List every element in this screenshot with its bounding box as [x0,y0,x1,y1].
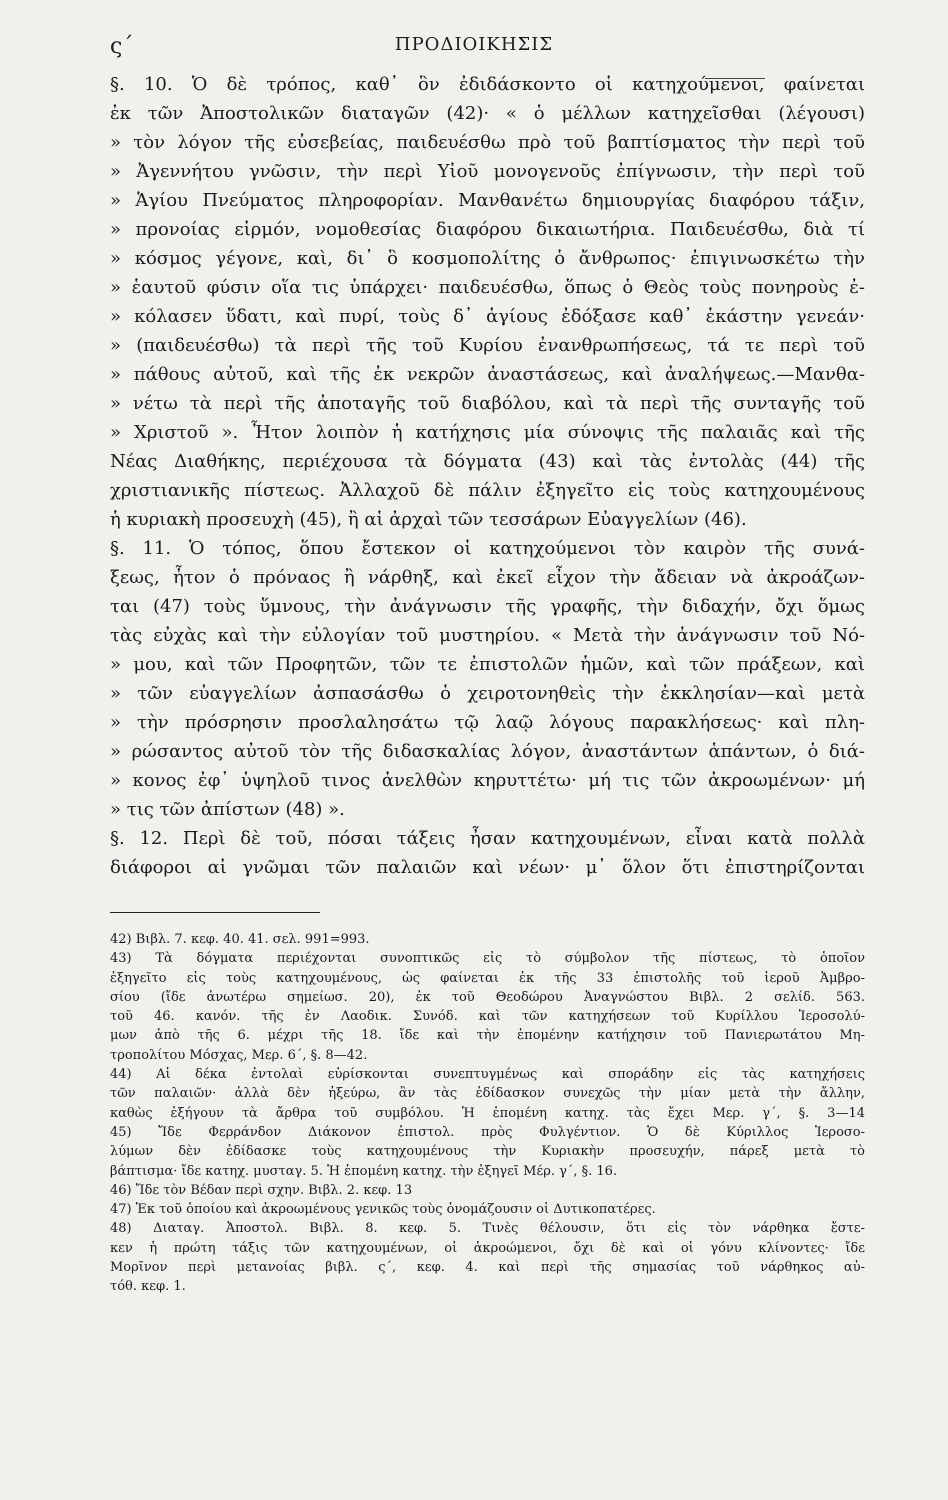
footnote-line: 42) Βιβλ. 7. κεφ. 40. 41. σελ. 991=993. [110,932,370,947]
text-line: ται (47) τοὺς ὕμνους, τὴν ἀνάγνωσιν τῆς γραφῆς, τὴν διδαχήν, ὄχι ὅμως [110,596,865,617]
footnote-line: μων ἀπὸ τῆς 6. μέχρι τῆς 18. ἴδε καὶ τὴν ἑπομένην κατήχησιν τοῦ Πανιερωτάτου Μη- [110,1028,865,1044]
footnote-line: 47) Ἐκ τοῦ ὁποίου καὶ ἀκροωμένους γενικῶς τοὺς ὀνομάζουσιν οἱ Δυτικοπατέρες. [110,1202,656,1218]
footnote-line: 44) Αἱ δέκα ἐντολαὶ εὑρίσκονται συνεπτυγμένως καὶ σποράδην εἰς τὰς κατηχήσεις [110,1067,865,1083]
running-head: ΠΡΟΔΙΟΙΚΗΣΙΣ [394,34,554,55]
footnote-line: 48) Διαταγ. Ἀποστολ. Βιβλ. 8. κεφ. 5. Τινὲς θέλουσιν, ὅτι εἰς τὸν νάρθηκα ἔστε- [110,1221,865,1237]
footnote-line: τοῦ 46. κανόν. τῆς ἐν Λαοδικ. Συνόδ. καὶ τῶν κατηχήσεων τοῦ Κυρίλλου Ἱεροσολύ- [110,1009,865,1025]
footnote-line: ἐξηγεῖτο εἰς τοὺς κατηχουμένους, ὡς φαίνεται ἐκ τῆς 33 ἐπιστολῆς τοῦ ἱεροῦ Ἀμβρο- [110,970,865,986]
text-line: » τις τῶν ἀπίστων (48) ». [110,799,345,820]
text-line: » προνοίας εἱρμόν, νομοθεσίας διαφόρου δικαιωτήρια. Παιδευέσθω, διὰ τί [110,219,865,240]
text-line: ἐκ τῶν Ἀποστολικῶν διαταγῶν (42)· « ὁ μέλλων κατηχεῖσθαι (λέγουσι) [110,103,865,124]
footnote-line: 43) Τὰ δόγματα περιέχονται συνοπτικῶς εἰς τὸ σύμβολον τῆς πίστεως, τὸ ὁποῖον [110,951,865,967]
text-line: §. 12. Περὶ δὲ τοῦ, πόσαι τάξεις ἦσαν κατηχουμένων, εἶναι κατὰ πολλὰ [110,828,865,849]
text-line: Νέας Διαθήκης, περιέχουσα τὰ δόγματα (43) καὶ τὰς ἐντολὰς (44) τῆς [110,451,865,472]
text-line: χριστιανικῆς πίστεως. Ἀλλαχοῦ δὲ πάλιν ἐξηγεῖτο εἰς τοὺς κατηχουμένους [110,480,865,501]
text-line: ξεως, ἦτον ὁ πρόναος ἢ νάρθηξ, καὶ ἐκεῖ εἶχον τὴν ἄδειαν νὰ ἀκροάζων- [110,567,865,588]
text-line: » κόσμος γέγονε, καὶ, δι᾽ ὃ κοσμοπολίτης ὁ ἄνθρωπος· ἐπιγινωσκέτω τὴν [110,248,865,269]
text-line: » τῶν εὐαγγελίων ἀσπασάσθω ὁ χειροτονηθεὶς τὴν ἐκκλησίαν—καὶ μετὰ [110,683,865,704]
text-line: §. 11. Ὁ τόπος, ὅπου ἔστεκον οἱ κατηχούμενοι τὸν καιρὸν τῆς συνά- [110,538,865,559]
text-line: » κονος ἐφ᾽ ὑψηλοῦ τινος ἀνελθὼν κηρυττέτω· μή τις τῶν ἀκροωμένων· μή [110,770,865,791]
text-line: » Χριστοῦ ». Ἦτον λοιπὸν ἡ κατήχησις μία σύνοψις τῆς παλαιᾶς καὶ τῆς [110,422,865,443]
footnote-line: τόθ. κεφ. 1. [110,1279,186,1295]
text-line: τὰς εὐχὰς καὶ τὴν εὐλογίαν τοῦ μυστηρίου. « Μετὰ τὴν ἀνάγνωσιν τοῦ Νό- [110,625,865,646]
text-line: » τὸν λόγον τῆς εὐσεβείας, παιδευέσθω πρὸ τοῦ βαπτίσματος τὴν περὶ τοῦ [110,132,865,153]
footnote-line: 46) Ἴδε τὸν Βέδαν περὶ σχην. Βιβλ. 2. κεφ. 13 [110,1182,413,1198]
page-number: ς΄ [110,34,134,59]
text-line: » πάθους αὐτοῦ, καὶ τῆς ἐκ νεκρῶν ἀναστάσεως, καὶ ἀναλήψεως.—Μανθα- [110,364,865,385]
footnote-separator [110,912,320,913]
footnote-line: βάπτισμα· ἴδε κατηχ. μυσταγ. 5. Ἡ ἑπομένη κατηχ. τὴν ἐξηγεῖ Μέρ. γ΄, §. 16. [110,1163,618,1179]
text-line: » (παιδευέσθω) τὰ περὶ τῆς τοῦ Κυρίου ἐνανθρωπήσεως, τά τε περὶ τοῦ [110,335,865,356]
text-line: » τὴν πρόσρησιν προσλαλησάτω τῷ λαῷ λόγους παρακλήσεως· καὶ πλη- [110,712,865,733]
text-line: » ρώσαντος αὐτοῦ τὸν τῆς διδασκαλίας λόγον, ἀναστάντων ἁπάντων, ὁ διά- [110,741,865,762]
main-text [110,70,865,882]
footnote-line: λύμων δὲν ἐδίδασκε τοὺς κατηχουμένους τὴν Κυριακὴν προσευχήν, πάρεξ μετὰ τὸ [110,1144,865,1160]
text-line: » κόλασεν ὕδατι, καὶ πυρί, τοὺς δ᾽ ἁγίους ἐδόξασε καθ᾽ ἑκάστην γενεάν· [110,306,865,327]
text-line: » μου, καὶ τῶν Προφητῶν, τῶν τε ἐπιστολῶν ἡμῶν, καὶ τῶν πράξεων, καὶ [110,654,865,675]
text-line: ἡ κυριακὴ προσευχὴ (45), ἢ αἱ ἀρχαὶ τῶν τεσσάρων Εὐαγγελίων (46). [110,509,747,530]
text-line: διάφοροι αἱ γνῶμαι τῶν παλαιῶν καὶ νέων· μ᾽ ὅλον ὅτι ἐπιστηρίζονται [110,857,865,878]
footnote-line: Μορῖνον περὶ μετανοίας βιβλ. ς΄, κεφ. 4. καὶ περὶ τῆς σημασίας τοῦ νάρθηκος αὐ- [110,1260,865,1276]
footnote-line: 45) Ἴδε Φερράνδον Διάκονον ἐπιστολ. πρὸς Φυλγέντιον. Ὁ δὲ Κύριλλος Ἱεροσο- [110,1124,865,1140]
footnote-line: σίου (ἴδε ἀνωτέρω σημείωσ. 20), ἐκ τοῦ Θεοδώρου Ἀναγνώστου Βιβλ. 2 σελίδ. 563. [110,989,865,1005]
footnote-line: κεν ἡ πρώτη τάξις τῶν κατηχουμένων, οἱ ἀκροώμενοι, ὄχι δὲ καὶ οἱ γόνυ κλίνοντες· ἴδε [110,1240,865,1256]
text-line: » Ἁγίου Πνεύματος πληροφορίαν. Μανθανέτω δημιουργίας διαφόρου τάξιν, [110,190,865,211]
footnote-line: τῶν παλαιῶν· ἀλλὰ δὲν ἠξεύρω, ἂν τὰς ἐδίδασκον συνεχῶς τὴν μίαν μετὰ τὴν ἄλλην, [110,1086,865,1102]
footnote-line: τροπολίτου Μόσχας, Μερ. 6΄, §. 8—42. [110,1047,368,1063]
footnotes [110,930,865,1297]
footnote-line: καθὼς ἐξήγουν τὰ ἄρθρα τοῦ συμβόλου. Ἡ ἑπομένη κατηχ. τὰς ἔχει Μερ. γ΄, §. 3—14 [110,1105,865,1121]
text-line: §. 10. Ὁ δὲ τρόπος, καθ᾽ ὃν ἐδιδάσκοντο οἱ κατηχούμενοι, φαίνεται [110,74,865,95]
text-line: » νέτω τὰ περὶ τῆς ἀποταγῆς τοῦ διαβόλου, καὶ τὰ περὶ τῆς συνταγῆς τοῦ [110,393,865,414]
text-line: » ἑαυτοῦ φύσιν οἵα τις ὑπάρχει· παιδευέσθω, ὅπως ὁ Θεὸς τοὺς πονηροὺς ἐ- [110,277,865,298]
text-line: » Ἀγεννήτου γνῶσιν, τὴν περὶ Υἱοῦ μονογενοῦς ἐπίγνωσιν, τὴν περὶ τοῦ [110,161,865,182]
